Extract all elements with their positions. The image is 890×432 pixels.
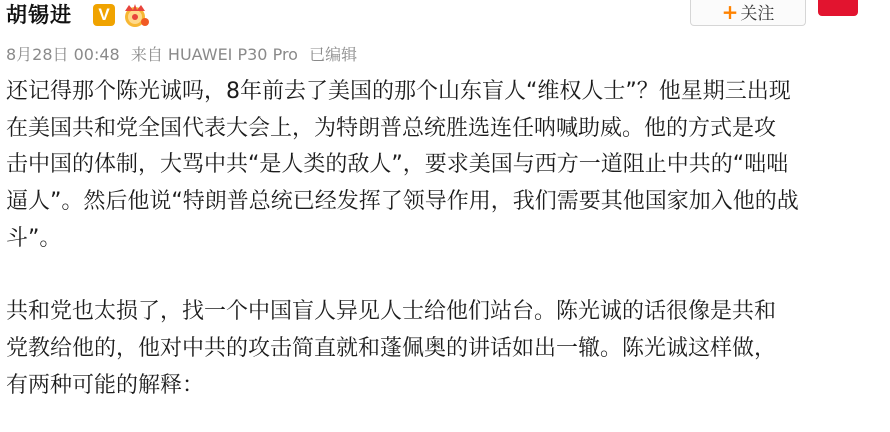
post-content bbox=[6, 74, 886, 404]
verified-badge-icon: V bbox=[93, 4, 115, 26]
text-line: 还记得那个陈光诚吗，8年前去了美国的那个山东盲人“维权人士”？他星期三出现 bbox=[6, 79, 791, 104]
edited-label[interactable]: 已编辑 bbox=[309, 45, 358, 64]
paragraph-spacer bbox=[6, 258, 886, 295]
paragraph-2 bbox=[6, 294, 886, 404]
post-timestamp[interactable]: 8月28日 00:48 bbox=[6, 45, 120, 64]
post-meta bbox=[6, 44, 363, 66]
post-header bbox=[0, 0, 890, 40]
text-line: 斗”。 bbox=[6, 225, 62, 251]
follow-button[interactable] bbox=[690, 0, 806, 26]
text-line: 共和党也太损了，找一个中国盲人异见人士给他们站台。陈光诚的话很像是共和 bbox=[6, 299, 777, 325]
post-source: 来自 HUAWEI P30 Pro bbox=[130, 45, 298, 64]
text-line: 击中国的体制，大骂中共“是人类的敌人”，要求美国与西方一道阻止中共的“咄咄 bbox=[6, 152, 789, 178]
follow-label: 关注 bbox=[740, 4, 775, 24]
text-line: 逼人”。然后他说“特朗普总统已经发挥了领导作用，我们需要其他国家加入他的战 bbox=[6, 189, 799, 215]
text-line: 有两种可能的解释： bbox=[6, 372, 205, 398]
text-line: 在美国共和党全国代表大会上，为特朗普总统胜选连任呐喊助威。他的方式是攻 bbox=[6, 115, 777, 141]
text-line: 党教给他的，他对中共的攻击简直就和蓬佩奥的讲话如出一辙。陈光诚这样做， bbox=[6, 335, 777, 361]
red-corner-decoration bbox=[818, 0, 858, 16]
vip-crown-icon bbox=[119, 2, 151, 28]
username[interactable]: 胡锡进 bbox=[6, 3, 72, 27]
paragraph-1 bbox=[6, 74, 886, 258]
plus-icon: + bbox=[721, 0, 739, 24]
